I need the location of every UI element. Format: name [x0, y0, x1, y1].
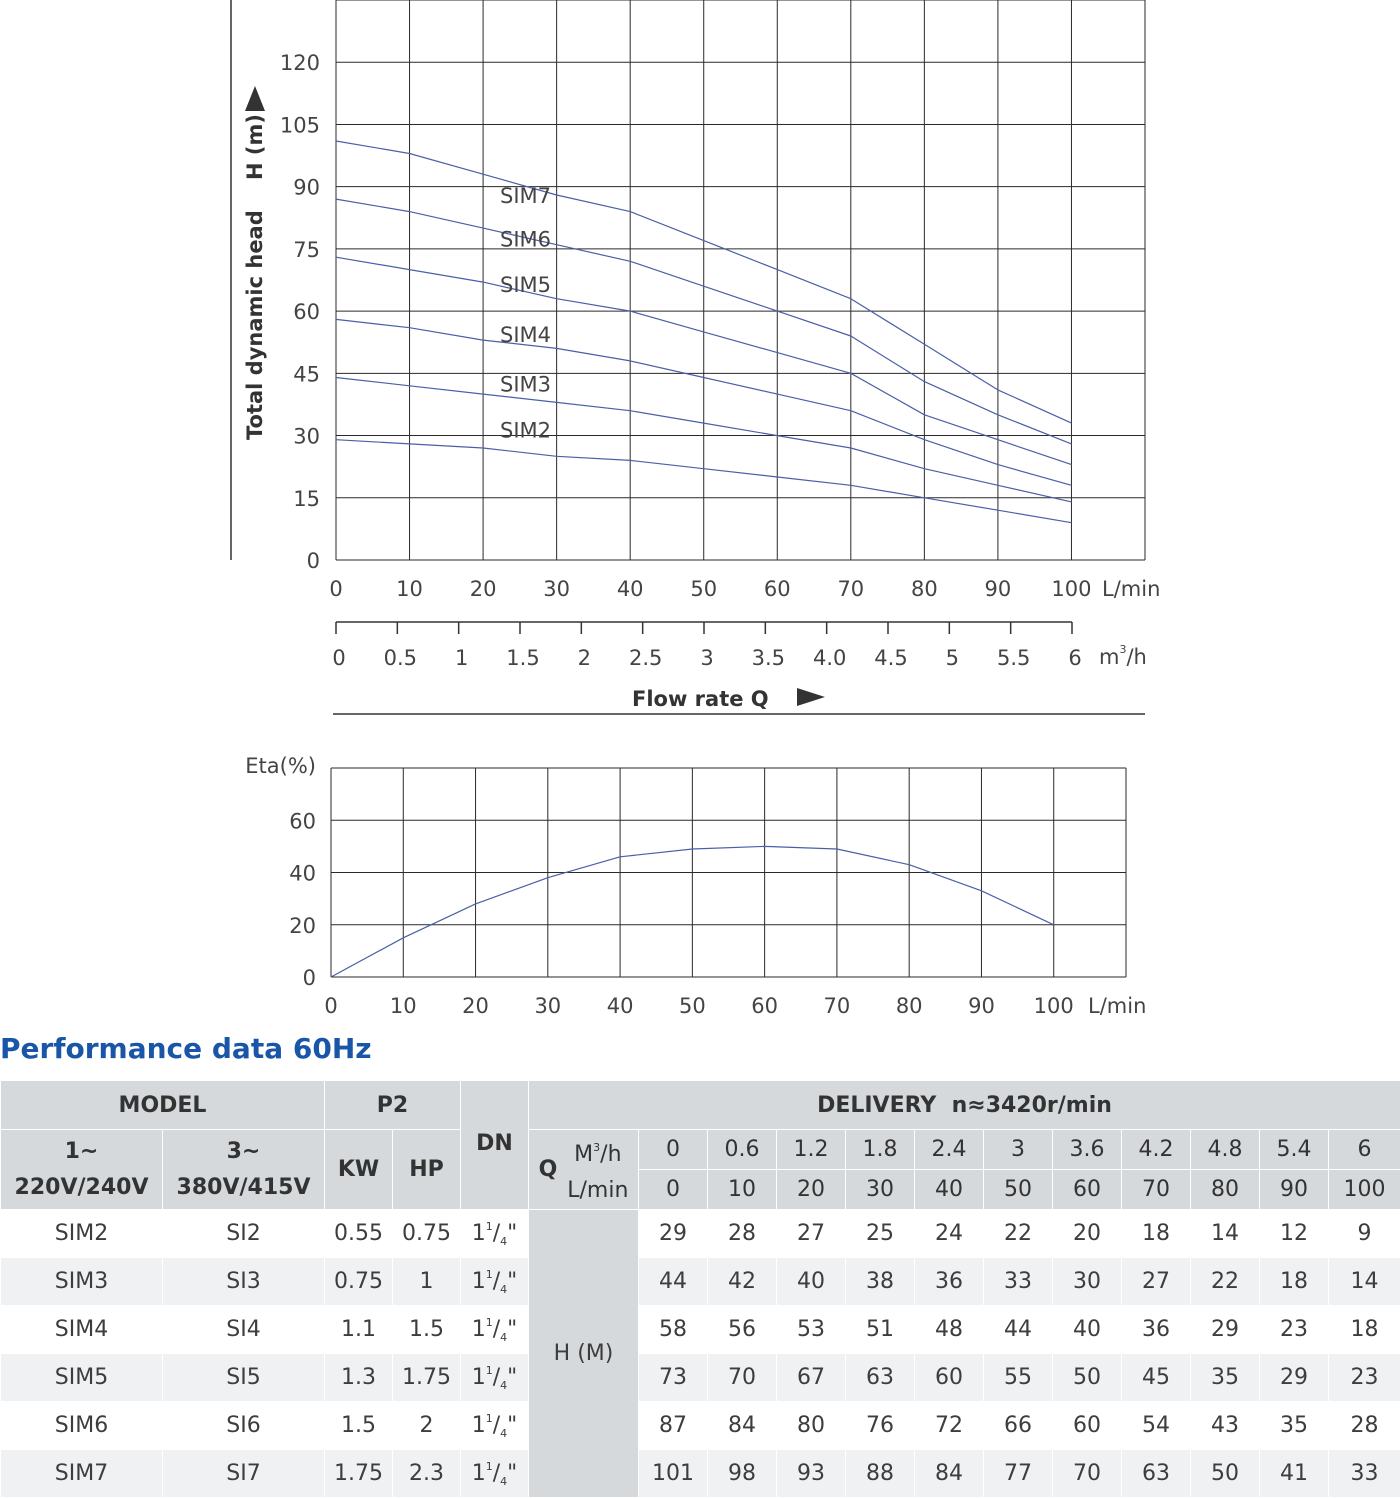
y-tick-label: 90 — [293, 176, 320, 200]
head-value-cell: 38 — [846, 1258, 915, 1306]
head-value-cell: 24 — [915, 1210, 984, 1258]
head-chart-x-unit: L/min — [1102, 577, 1160, 601]
series-label: SIM7 — [500, 184, 551, 208]
head-value-cell: 45 — [1122, 1354, 1191, 1402]
head-value-cell: 41 — [1260, 1450, 1329, 1498]
kw-cell: 1.5 — [325, 1402, 393, 1450]
m3h-cell: 0 — [639, 1130, 708, 1170]
kw-cell: 1.1 — [325, 1306, 393, 1354]
m3h-cell: 3 — [984, 1130, 1053, 1170]
dn-cell: $1^1/_4$" — [461, 1306, 529, 1354]
lmin-cell: 30 — [846, 1170, 915, 1210]
head-value-cell: 23 — [1329, 1354, 1400, 1402]
performance-table — [0, 1080, 1400, 1498]
head-value-cell: 48 — [915, 1306, 984, 1354]
m3h-cell: 3.6 — [1053, 1130, 1122, 1170]
head-value-cell: 63 — [1122, 1450, 1191, 1498]
x-tick-label: 50 — [679, 994, 706, 1018]
x-tick-label: 70 — [824, 994, 851, 1018]
y-tick-label: 75 — [293, 238, 320, 262]
x-tick-label: 0 — [324, 994, 337, 1018]
secondary-tick-label: 5 — [946, 646, 959, 670]
table-row — [1, 1402, 1400, 1450]
head-chart-x-ticks — [329, 577, 1091, 601]
head-value-cell: 50 — [1053, 1354, 1122, 1402]
kw-cell: 1.75 — [325, 1450, 393, 1498]
q-header: Q $M^3/h$ L/min — [529, 1130, 639, 1210]
phase1-header: 1~ 220V/240V — [1, 1130, 163, 1210]
y-tick-label: 20 — [289, 914, 316, 938]
m3h-cell: 1.2 — [777, 1130, 846, 1170]
delivery-header: DELIVERY n≈3420r/min — [529, 1081, 1400, 1130]
head-value-cell: 72 — [915, 1402, 984, 1450]
head-value-cell: 18 — [1122, 1210, 1191, 1258]
secondary-tick-label: 1.5 — [506, 646, 539, 670]
head-value-cell: 29 — [1191, 1306, 1260, 1354]
y-tick-label: 120 — [280, 51, 320, 75]
lmin-cell: 40 — [915, 1170, 984, 1210]
lmin-cell: 10 — [708, 1170, 777, 1210]
x-tick-label: 10 — [390, 994, 417, 1018]
x-tick-label: 20 — [462, 994, 489, 1018]
lmin-cell: 80 — [1191, 1170, 1260, 1210]
head-value-cell: 76 — [846, 1402, 915, 1450]
m3h-cell: 5.4 — [1260, 1130, 1329, 1170]
head-chart-y-label: Total dynamic head — [243, 210, 267, 440]
x-tick-label: 30 — [534, 994, 561, 1018]
head-value-cell: 14 — [1329, 1258, 1400, 1306]
head-value-cell: 22 — [1191, 1258, 1260, 1306]
head-value-cell: 44 — [984, 1306, 1053, 1354]
dn-cell: $1^1/_4$" — [461, 1402, 529, 1450]
kw-cell: 1.3 — [325, 1354, 393, 1402]
p2-header: P2 — [325, 1081, 461, 1130]
phase3-header: 3~ 380V/415V — [163, 1130, 325, 1210]
model-1phase-cell: SIM3 — [1, 1258, 163, 1306]
model-1phase-cell: SIM6 — [1, 1402, 163, 1450]
lmin-cell: 90 — [1260, 1170, 1329, 1210]
lmin-cell: 50 — [984, 1170, 1053, 1210]
m3h-cell: 4.8 — [1191, 1130, 1260, 1170]
table-body — [1, 1210, 1400, 1498]
y-tick-label: 0 — [307, 549, 320, 573]
dn-header: DN — [461, 1081, 529, 1210]
lmin-cell: 70 — [1122, 1170, 1191, 1210]
table-row — [1, 1258, 1400, 1306]
head-value-cell: 9 — [1329, 1210, 1400, 1258]
flow-rate-label: Flow rate Q — [632, 687, 769, 711]
series-label: SIM4 — [500, 323, 551, 347]
series-label: SIM3 — [500, 373, 551, 397]
y-tick-label: 15 — [293, 487, 320, 511]
head-value-cell: 88 — [846, 1450, 915, 1498]
y-tick-label: 105 — [280, 113, 320, 137]
table-row — [1, 1210, 1400, 1258]
head-value-cell: 70 — [1053, 1450, 1122, 1498]
head-value-cell: 27 — [1122, 1258, 1191, 1306]
x-tick-label: 30 — [543, 577, 570, 601]
hp-cell: 1 — [393, 1258, 461, 1306]
head-value-cell: 84 — [708, 1402, 777, 1450]
head-value-cell: 36 — [1122, 1306, 1191, 1354]
y-tick-label: 40 — [289, 862, 316, 886]
efficiency-chart — [245, 754, 1146, 1018]
head-value-cell: 40 — [1053, 1306, 1122, 1354]
head-value-cell: 27 — [777, 1210, 846, 1258]
kw-header: KW — [325, 1130, 393, 1210]
head-value-cell: 44 — [639, 1258, 708, 1306]
head-value-cell: 58 — [639, 1306, 708, 1354]
table-row — [1, 1450, 1400, 1498]
hp-cell: 2 — [393, 1402, 461, 1450]
hp-cell: 1.75 — [393, 1354, 461, 1402]
x-tick-label: 70 — [837, 577, 864, 601]
y-tick-label: 0 — [303, 966, 316, 990]
hp-header: HP — [393, 1130, 461, 1210]
secondary-tick-label: 3 — [700, 646, 713, 670]
series-label: SIM6 — [500, 228, 551, 252]
head-value-cell: 93 — [777, 1450, 846, 1498]
table-row — [1, 1354, 1400, 1402]
x-tick-label: 0 — [329, 577, 342, 601]
m3h-cell: 2.4 — [915, 1130, 984, 1170]
hp-cell: 1.5 — [393, 1306, 461, 1354]
efficiency-chart-grid — [331, 768, 1126, 977]
x-tick-label: 20 — [470, 577, 497, 601]
head-value-cell: 22 — [984, 1210, 1053, 1258]
model-3phase-cell: SI5 — [163, 1354, 325, 1402]
x-tick-label: 100 — [1051, 577, 1091, 601]
head-value-cell: 63 — [846, 1354, 915, 1402]
secondary-tick-label: 2.5 — [629, 646, 662, 670]
secondary-tick-label: 4.5 — [874, 646, 907, 670]
head-value-cell: 98 — [708, 1450, 777, 1498]
x-tick-label: 40 — [607, 994, 634, 1018]
secondary-tick-label: 4.0 — [813, 646, 846, 670]
head-value-cell: 101 — [639, 1450, 708, 1498]
head-value-cell: 80 — [777, 1402, 846, 1450]
x-tick-label: 90 — [985, 577, 1012, 601]
model-3phase-cell: SI3 — [163, 1258, 325, 1306]
head-value-cell: 20 — [1053, 1210, 1122, 1258]
head-value-cell: 33 — [1329, 1450, 1400, 1498]
head-value-cell: 53 — [777, 1306, 846, 1354]
head-value-cell: 14 — [1191, 1210, 1260, 1258]
secondary-tick-label: 1 — [455, 646, 468, 670]
x-tick-label: 50 — [690, 577, 717, 601]
dn-cell: $1^1/_4$" — [461, 1258, 529, 1306]
lmin-cell: 0 — [639, 1170, 708, 1210]
head-value-cell: 29 — [1260, 1354, 1329, 1402]
head-value-cell: 70 — [708, 1354, 777, 1402]
y-tick-label: 45 — [293, 362, 320, 386]
efficiency-chart-y-ticks — [289, 809, 316, 990]
head-value-cell: 12 — [1260, 1210, 1329, 1258]
secondary-axis-ticks — [332, 622, 1081, 670]
secondary-tick-label: 0.5 — [384, 646, 417, 670]
head-value-cell: 60 — [1053, 1402, 1122, 1450]
series-label: SIM5 — [500, 273, 551, 297]
head-value-cell: 51 — [846, 1306, 915, 1354]
flow-rate-arrow-icon — [797, 688, 825, 706]
model-1phase-cell: SIM2 — [1, 1210, 163, 1258]
model-3phase-cell: SI2 — [163, 1210, 325, 1258]
head-value-cell: 18 — [1260, 1258, 1329, 1306]
head-value-cell: 87 — [639, 1402, 708, 1450]
h-label-cell: H (M) — [529, 1210, 639, 1498]
x-tick-label: 40 — [617, 577, 644, 601]
head-value-cell: 60 — [915, 1354, 984, 1402]
table-header-row-2 — [1, 1130, 1400, 1170]
m3h-cell: 1.8 — [846, 1130, 915, 1170]
section-title: Performance data 60Hz — [0, 1032, 372, 1065]
x-tick-label: 10 — [396, 577, 423, 601]
head-value-cell: 28 — [1329, 1402, 1400, 1450]
head-value-cell: 23 — [1260, 1306, 1329, 1354]
head-chart — [231, 0, 1160, 714]
head-value-cell: 40 — [777, 1258, 846, 1306]
model-3phase-cell: SI6 — [163, 1402, 325, 1450]
efficiency-chart-x-ticks — [324, 994, 1073, 1018]
x-tick-label: 60 — [764, 577, 791, 601]
head-value-cell: 73 — [639, 1354, 708, 1402]
secondary-tick-label: 2 — [578, 646, 591, 670]
model-3phase-cell: SI4 — [163, 1306, 325, 1354]
hp-cell: 0.75 — [393, 1210, 461, 1258]
dn-cell: $1^1/_4$" — [461, 1450, 529, 1498]
head-value-cell: 54 — [1122, 1402, 1191, 1450]
head-chart-y-ticks — [280, 51, 320, 573]
x-tick-label: 90 — [968, 994, 995, 1018]
table-row — [1, 1306, 1400, 1354]
y-axis-arrow-icon — [245, 86, 265, 111]
x-tick-label: 80 — [896, 994, 923, 1018]
head-value-cell: 30 — [1053, 1258, 1122, 1306]
head-value-cell: 42 — [708, 1258, 777, 1306]
lmin-cell: 60 — [1053, 1170, 1122, 1210]
secondary-tick-label: 0 — [332, 646, 345, 670]
y-tick-label: 30 — [293, 425, 320, 449]
head-value-cell: 36 — [915, 1258, 984, 1306]
head-value-cell: 25 — [846, 1210, 915, 1258]
head-value-cell: 84 — [915, 1450, 984, 1498]
model-1phase-cell: SIM5 — [1, 1354, 163, 1402]
head-value-cell: 28 — [708, 1210, 777, 1258]
head-chart-series-labels — [500, 184, 551, 442]
head-value-cell: 50 — [1191, 1450, 1260, 1498]
m3h-cell: 0.6 — [708, 1130, 777, 1170]
dn-cell: $1^1/_4$" — [461, 1210, 529, 1258]
efficiency-chart-x-unit: L/min — [1088, 994, 1146, 1018]
dn-cell: $1^1/_4$" — [461, 1354, 529, 1402]
head-value-cell: 33 — [984, 1258, 1053, 1306]
lmin-cell: 100 — [1329, 1170, 1400, 1210]
x-tick-label: 100 — [1034, 994, 1074, 1018]
head-value-cell: 77 — [984, 1450, 1053, 1498]
head-value-cell: 18 — [1329, 1306, 1400, 1354]
head-chart-y-unit: H (m) — [243, 114, 267, 180]
table-header-row-1 — [1, 1081, 1400, 1130]
secondary-tick-label: 6 — [1068, 646, 1081, 670]
head-value-cell: 35 — [1191, 1354, 1260, 1402]
head-value-cell: 55 — [984, 1354, 1053, 1402]
head-value-cell: 29 — [639, 1210, 708, 1258]
secondary-tick-label: 5.5 — [997, 646, 1030, 670]
secondary-axis-unit: $m^3/h$ — [1099, 643, 1147, 669]
head-value-cell: 66 — [984, 1402, 1053, 1450]
head-chart-grid — [336, 0, 1145, 560]
y-tick-label: 60 — [289, 809, 316, 833]
model-3phase-cell: SI7 — [163, 1450, 325, 1498]
head-value-cell: 35 — [1260, 1402, 1329, 1450]
model-1phase-cell: SIM7 — [1, 1450, 163, 1498]
x-tick-label: 60 — [751, 994, 778, 1018]
model-1phase-cell: SIM4 — [1, 1306, 163, 1354]
m3h-cell: 6 — [1329, 1130, 1400, 1170]
head-value-cell: 43 — [1191, 1402, 1260, 1450]
kw-cell: 0.55 — [325, 1210, 393, 1258]
series-label: SIM2 — [500, 418, 551, 442]
efficiency-chart-y-label: Eta(%) — [245, 754, 316, 778]
lmin-cell: 20 — [777, 1170, 846, 1210]
m3h-cell: 4.2 — [1122, 1130, 1191, 1170]
y-tick-label: 60 — [293, 300, 320, 324]
head-value-cell: 56 — [708, 1306, 777, 1354]
head-value-cell: 67 — [777, 1354, 846, 1402]
secondary-tick-label: 3.5 — [752, 646, 785, 670]
hp-cell: 2.3 — [393, 1450, 461, 1498]
kw-cell: 0.75 — [325, 1258, 393, 1306]
x-tick-label: 80 — [911, 577, 938, 601]
model-header: MODEL — [1, 1081, 325, 1130]
